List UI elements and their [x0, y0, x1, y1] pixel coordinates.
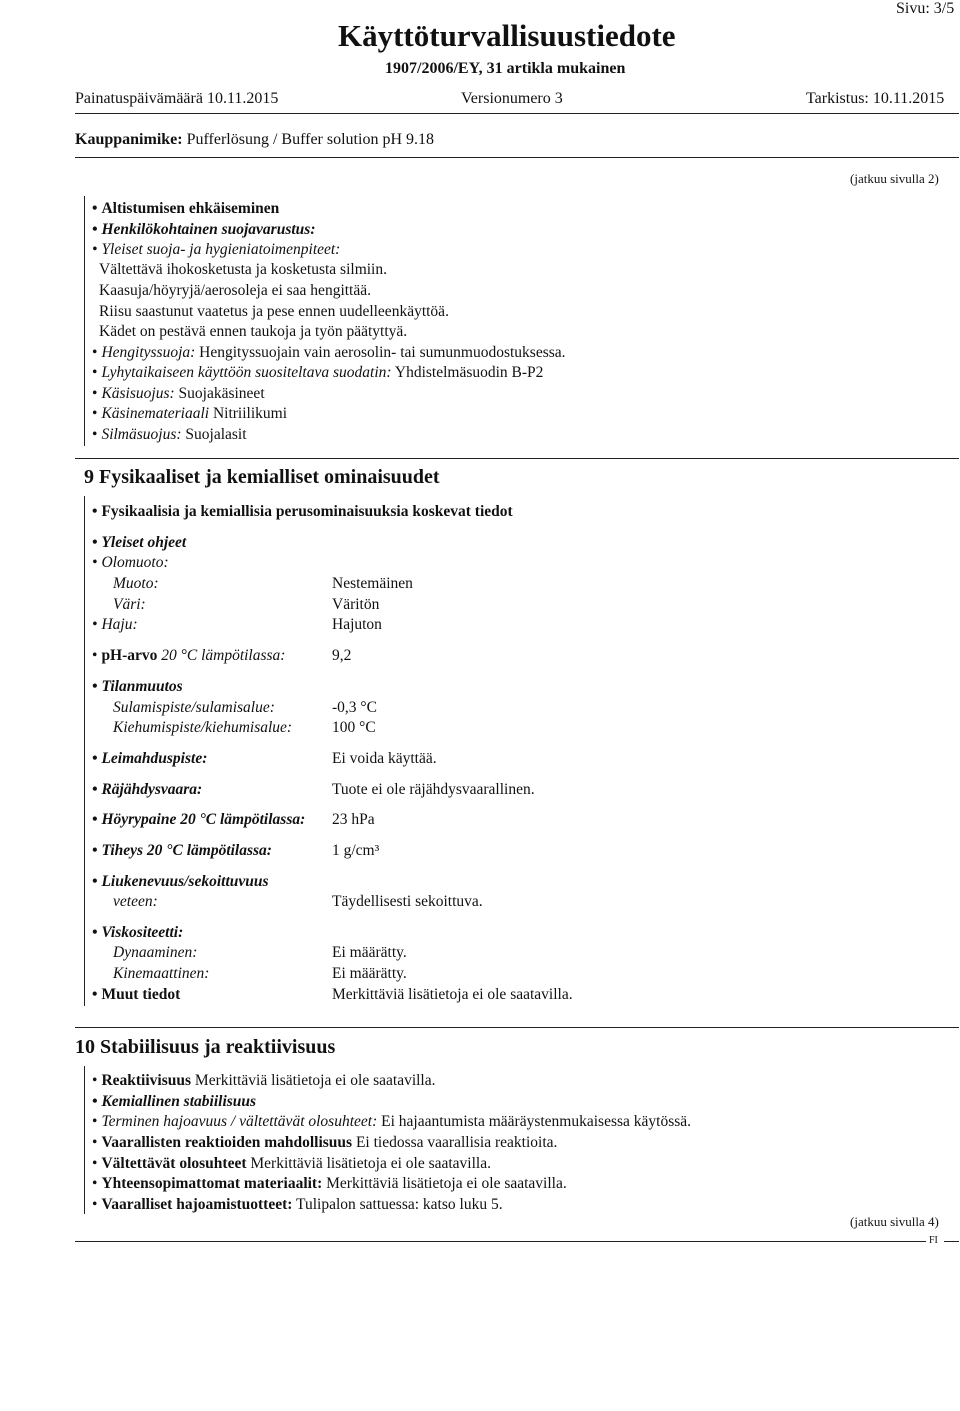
trade-name-value: Pufferlösung / Buffer solution pH 9.18: [186, 131, 434, 148]
solubility-label: • Liukenevuus/sekoittuvuus: [92, 872, 269, 892]
form-label: Muoto:: [113, 575, 159, 592]
boiling-value: 100 °C: [332, 719, 376, 736]
section9-rule: [75, 458, 959, 459]
ph-value: 9,2: [332, 647, 352, 664]
odour-label: • Haju:: [92, 615, 138, 635]
continued-from: (jatkuu sivulla 2): [850, 171, 939, 186]
glove-material: • Käsinemateriaali Nitriilikumi: [92, 404, 287, 424]
explosion-value: Tuote ei ole räjähdysvaarallinen.: [332, 781, 535, 798]
section10-left-bar: [84, 1066, 85, 1214]
ph-label: • pH-arvo 20 °C lämpötilassa:: [92, 646, 285, 666]
general-line: Vältettävä ihokosketusta ja kosketusta silmiin.: [99, 261, 387, 278]
page-number: Sivu: 3/5: [896, 0, 955, 17]
odour-value: Hajuton: [332, 616, 382, 633]
hazardous-reactions: • Vaarallisten reaktioiden mahdollisuus Ei tiedossa vaarallisia reaktioita.: [92, 1133, 557, 1153]
vapour-pressure-value: 23 hPa: [332, 811, 375, 828]
respiratory-protection: • Hengityssuoja: Hengityssuojain vain aerosolin- tai sumunmuodostuksessa.: [92, 343, 566, 363]
explosion-label: • Räjähdysvaara:: [92, 780, 202, 800]
continued-to: (jatkuu sivulla 4): [850, 1214, 939, 1229]
vapour-pressure-label: • Höyrypaine 20 °C lämpötilassa:: [92, 810, 305, 830]
general-line: Kädet on pestävä ennen taukoja ja työn päätyttyä.: [99, 323, 408, 340]
footer-rule-left: [75, 1241, 926, 1242]
flash-point-label: • Leimahduspiste:: [92, 749, 207, 769]
footer-rule-right: [944, 1241, 959, 1242]
kinematic-value: Ei määrätty.: [332, 965, 407, 982]
other-info-label: • Muut tiedot: [92, 985, 180, 1005]
density-value: 1 g/cm³: [332, 842, 380, 859]
dynamic-label: Dynaaminen:: [113, 944, 198, 961]
general-line: Riisu saastunut vaatetus ja pese ennen uudelleenkäyttöä.: [99, 303, 449, 320]
melting-label: Sulamispiste/sulamisalue:: [113, 699, 275, 716]
eye-protection: • Silmäsuojus: Suojalasit: [92, 425, 247, 445]
recommended-filter: • Lyhytaikaiseen käyttöön suositeltava suodatin: Yhdistelmäsuodin B-P2: [92, 363, 543, 383]
density-label: • Tiheys 20 °C lämpötilassa:: [92, 841, 272, 861]
hand-protection: • Käsisuojus: Suojakäsineet: [92, 384, 265, 404]
viscosity-label: • Viskositeetti:: [92, 923, 183, 943]
water-value: Täydellisesti sekoittuva.: [332, 893, 483, 910]
personal-protection-heading: • Henkilökohtainen suojavarustus:: [92, 220, 315, 240]
revision-date: Tarkistus: 10.11.2015: [806, 90, 945, 107]
language-code: FI: [929, 1235, 938, 1246]
section8-left-bar: [84, 196, 85, 446]
reactivity: • Reaktiivisuus Merkittäviä lisätietoja ei ole saatavilla.: [92, 1071, 436, 1091]
basic-properties-heading: • Fysikaalisia ja kemiallisia perusominaisuuksia koskevat tiedot: [92, 502, 513, 522]
state-change-heading: • Tilanmuutos: [92, 677, 183, 697]
version-number: Versionumero 3: [461, 90, 563, 107]
colour-value: Väritön: [332, 596, 380, 613]
document-subtitle: 1907/2006/EY, 31 artikla mukainen: [385, 60, 626, 77]
document-title: Käyttöturvallisuustiedote: [338, 18, 676, 53]
section10-rule: [75, 1027, 959, 1028]
trade-name-label: Kauppanimike:: [75, 131, 183, 148]
boiling-label: Kiehumispiste/kiehumisalue:: [113, 719, 293, 736]
trade-name-rule: [75, 157, 959, 158]
incompatible-materials: • Yhteensopimattomat materiaalit: Merkittäviä lisätietoja ei ole saatavilla.: [92, 1174, 567, 1194]
chemical-stability: • Kemiallinen stabiilisuus: [92, 1092, 256, 1112]
melting-value: -0,3 °C: [332, 699, 377, 716]
colour-label: Väri:: [113, 596, 146, 613]
exposure-controls-heading: • Altistumisen ehkäiseminen: [92, 199, 279, 219]
print-date: Painatuspäivämäärä 10.11.2015: [75, 90, 279, 107]
conditions-to-avoid: • Vältettävät olosuhteet Merkittäviä lisätietoja ei ole saatavilla.: [92, 1154, 491, 1174]
form-value: Nestemäinen: [332, 575, 413, 592]
appearance-label: • Olomuoto:: [92, 553, 169, 573]
general-measures-label: • Yleiset suoja- ja hygieniatoimenpiteet:: [92, 240, 340, 260]
general-info-heading: • Yleiset ohjeet: [92, 533, 186, 553]
kinematic-label: Kinemaattinen:: [113, 965, 210, 982]
decomposition-products: • Vaaralliset hajoamistuotteet: Tulipalon sattuessa: katso luku 5.: [92, 1195, 503, 1215]
section10-heading: 10 Stabiilisuus ja reaktiivisuus: [75, 1036, 336, 1058]
water-label: veteen:: [113, 893, 158, 910]
header-rule: [75, 113, 959, 114]
other-info-value: Merkittäviä lisätietoja ei ole saatavilla.: [332, 986, 573, 1003]
section9-left-bar: [84, 496, 85, 1006]
flash-point-value: Ei voida käyttää.: [332, 750, 437, 767]
general-line: Kaasuja/höyryjä/aerosoleja ei saa hengittää.: [99, 282, 371, 299]
thermal-decomposition: • Terminen hajoavuus / vältettävät olosuhteet: Ei hajaantumista määräystenmukaisessa käytössä.: [92, 1112, 691, 1132]
section9-heading: 9 Fysikaaliset ja kemialliset ominaisuudet: [84, 466, 440, 488]
trade-name: [75, 131, 434, 149]
dynamic-value: Ei määrätty.: [332, 944, 407, 961]
